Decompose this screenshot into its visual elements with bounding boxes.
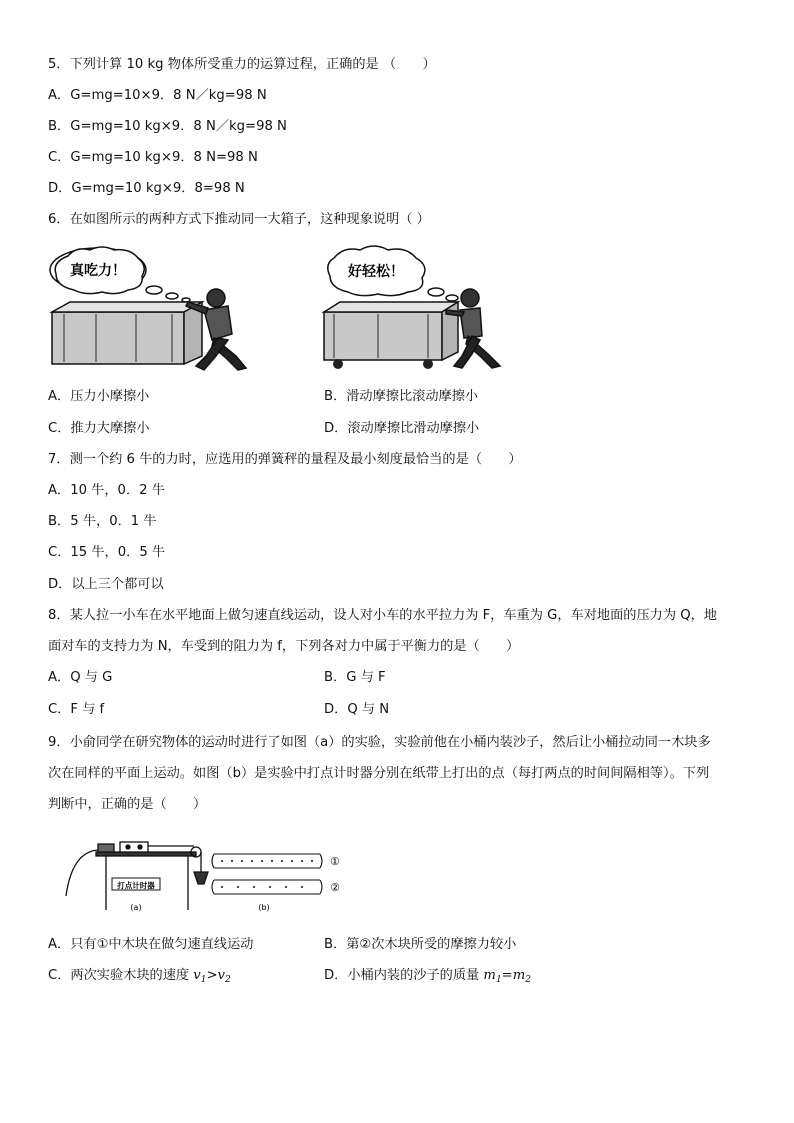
q9-stem-line1: 9．小俞同学在研究物体的运动时进行了如图（a）的实验，实验前他在小桶内装沙子，然后让小桶拉动同一木块多 [48,735,711,750]
q9-figure-a-label: (a) [130,903,142,912]
q6-stem: 6．在如图所示的两种方式下推动同一大箱子，这种现象说明（ ） [48,212,430,227]
q6-option-a: A．压力小摩擦小 [48,389,150,404]
q9-option-b: B．第②次木块所受的摩擦力较小 [324,937,517,952]
q9-option-c-gt: > [206,968,218,983]
q9-option-c-v1: v [193,968,201,983]
q9-option-d-sub2: 2 [525,975,531,985]
q8-option-c: C．F 与 f [48,702,105,717]
q9-option-d-m2: m [512,968,526,983]
q8-stem-line1: 8．某人拉一小车在水平地面上做匀速直线运动，设人对小车的水平拉力为 F，车重为 G，车对地面的压力为 Q，地 [48,608,717,623]
q6-bubble-right-text: 好轻松！ [348,264,404,280]
q9-option-c-text: C．两次实验木块的速度 [48,968,194,983]
q8-option-a: A．Q 与 G [48,670,113,685]
q6-figure-rolling [318,244,518,374]
q9-figure [58,838,358,918]
q7-option-a: A．10 牛，0．2 牛 [48,483,165,498]
q9-stem-line2: 次在同样的平面上运动。如图（b）是实验中打点计时器分别在纸带上打出的点（每打两点的时间间隔相等）。下列 [48,766,710,781]
q8-stem-line2: 面对车的支持力为 N，车受到的阻力为 f，下列各对力中属于平衡力的是（ ） [48,639,520,654]
q5-stem: 5．下列计算 10 kg 物体所受重力的运算过程，正确的是 （ ） [48,57,436,72]
q6-bubble-left-text: 真吃力！ [70,263,126,279]
q6-figure-sliding [46,244,261,374]
q9-figure-a [66,842,208,910]
q9-option-d-text: D．小桶内装的沙子的质量 [324,968,484,983]
q7-option-b: B．5 牛，0．1 牛 [48,514,157,529]
q6-option-d: D．滚动摩擦比滑动摩擦小 [324,421,480,436]
q9-tape2-dots [221,886,303,888]
q5-option-c: C．G=mg=10 kg×9．8 N=98 N [48,150,258,165]
q8-option-d: D．Q 与 N [324,702,390,717]
q5-option-d: D．G=mg=10 kg×9．8=98 N [48,181,245,196]
q9-option-d-eq: = [501,968,513,983]
q9-tape1-label: ① [330,855,340,868]
q9-tape1-dots [221,860,313,862]
q9-timer-label: 打点计时器 [117,881,155,890]
q5-option-b: B．G=mg=10 kg×9．8 N／kg=98 N [48,119,287,134]
q5-option-a: A．G=mg=10×9．8 N／kg=98 N [48,88,267,103]
q9-option-c [48,967,231,989]
q6-option-c: C．推力大摩擦小 [48,421,150,436]
q9-tape2-label: ② [330,881,340,894]
q9-option-d [324,967,531,989]
q6-option-b: B．滑动摩擦比滚动摩擦小 [324,389,479,404]
q9-option-d-m1: m [483,968,496,983]
q9-stem-line3: 判断中，正确的是（ ） [48,797,207,812]
q9-option-a: A．只有①中木块在做匀速直线运动 [48,937,254,952]
q9-option-c-sub1: 1 [200,975,207,985]
q8-option-b: B．G 与 F [324,670,386,685]
q7-stem: 7．测一个约 6 牛的力时，应选用的弹簧秤的量程及最小刻度最恰当的是（ ） [48,452,522,467]
q9-figure-b-label: (b) [258,903,270,912]
q7-option-c: C．15 牛，0．5 牛 [48,545,166,560]
q7-option-d: D．以上三个都可以 [48,577,164,592]
q9-option-d-sub1: 1 [495,975,502,985]
q9-option-c-v2: v [217,968,225,983]
q9-option-c-sub2: 2 [224,975,231,985]
q9-figure-b [212,854,322,894]
